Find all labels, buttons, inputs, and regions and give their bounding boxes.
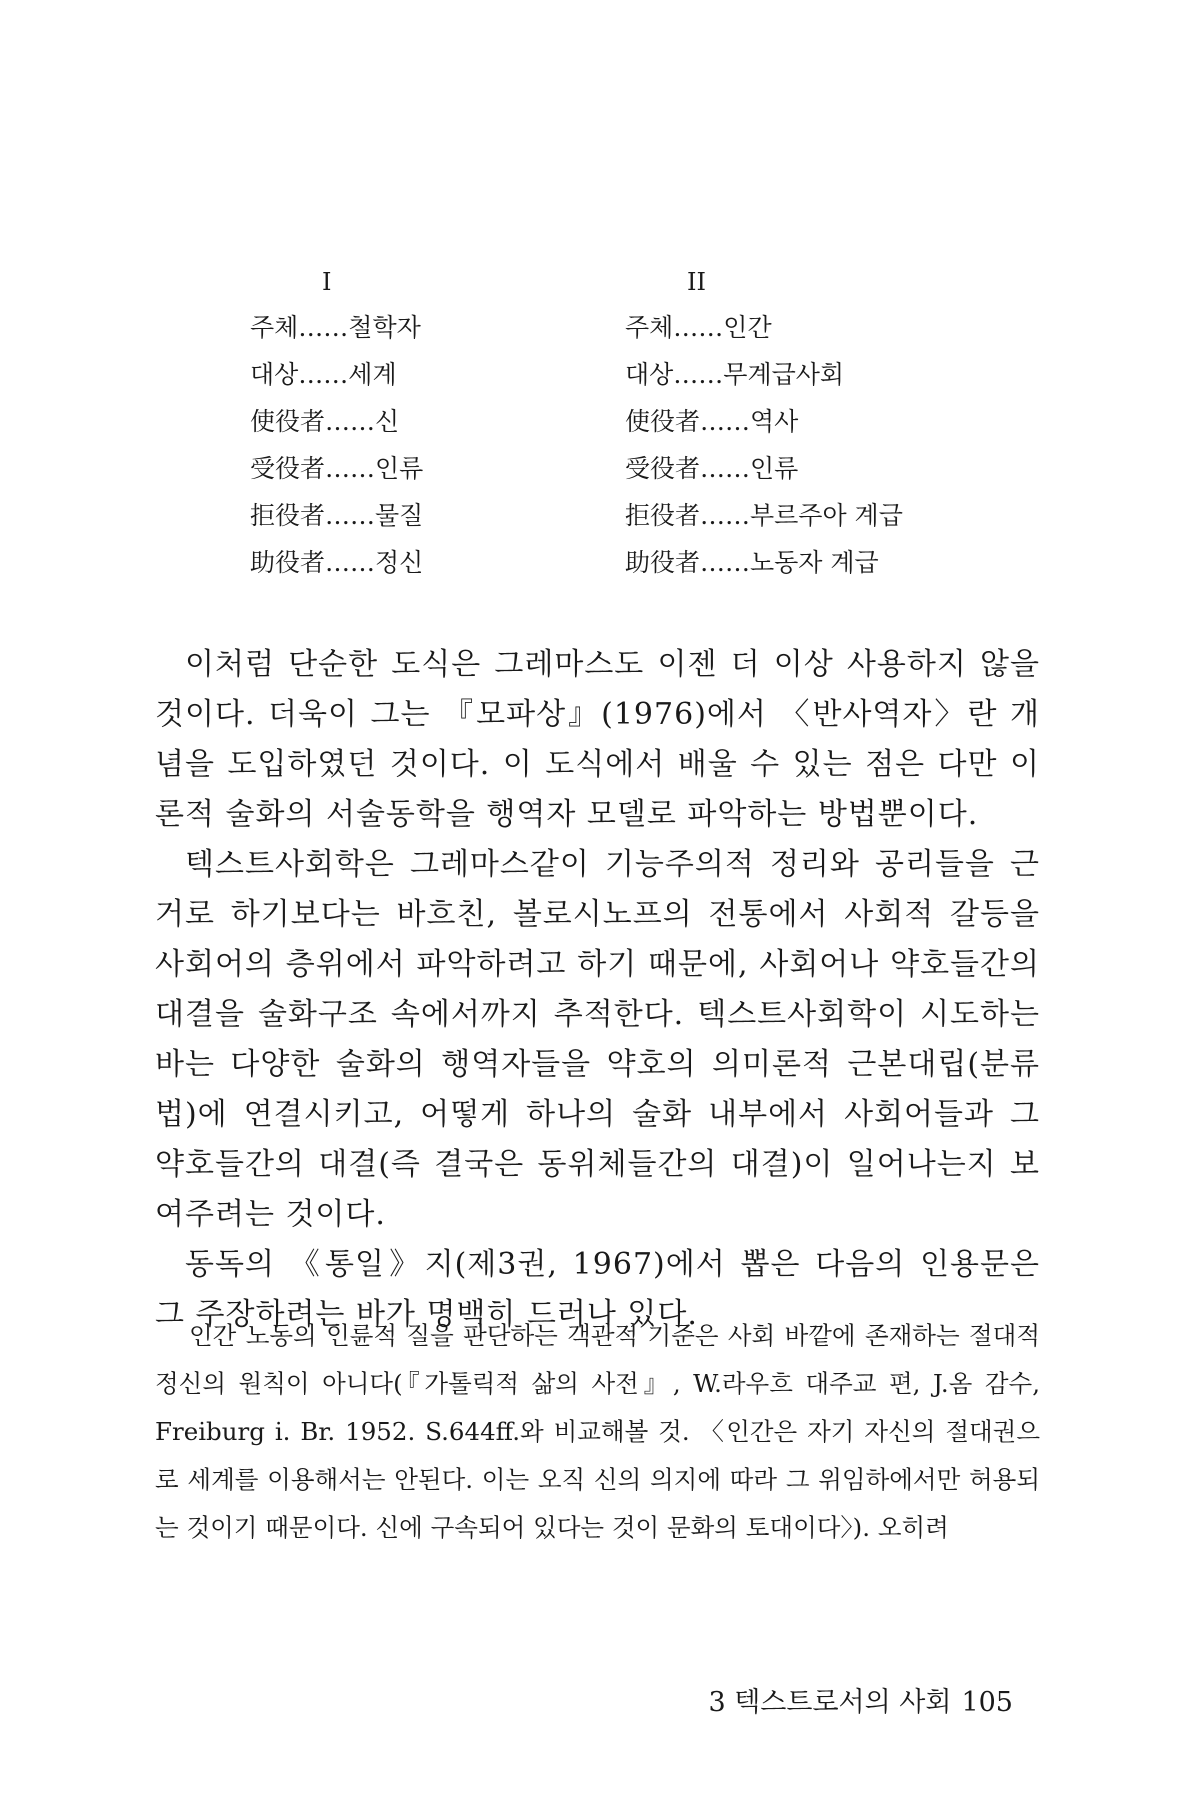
schema-row: 대상……무계급사회 <box>625 360 845 389</box>
block-quote <box>155 1312 1040 1552</box>
schema-row: 대상……세계 <box>250 360 397 389</box>
schema-row: 주체……철학자 <box>250 313 421 342</box>
column-heading: II <box>687 268 706 296</box>
schema-row: 拒役者……물질 <box>250 501 424 530</box>
schema-row: 使役者……신 <box>250 407 400 436</box>
paragraph: 동독의 《통일》지(제3권, 1967)에서 뽑은 다음의 인용문은 그 주장하려는 바가 명백히 드러나 있다. <box>155 1247 1040 1332</box>
schema-row: 주체……인간 <box>625 313 772 342</box>
paragraph: 텍스트사회학은 그레마스같이 기능주의적 정리와 공리들을 근거로 하기보다는 바흐친, 볼로시노프의 전통에서 사회적 갈등을 사회어의 층위에서 파악하려고 하기 때문에, 사회어나 약호들간의 대결을 술화구조 속에서까지 추적한다. 텍스트사회학이 시도하는 바는 다양한 술화의 행역자들을 약호의 의미론적 근본대립(분류법)에 연결시키고, 어떻게 하나의 술화 내부에서 사회어들과 그 약호들간의 대결(즉 결국은 동위체들간의 대결)이 일어나는지 보여주려는 것이다. <box>155 847 1040 1232</box>
quote-text: 인간 노동의 인륜적 질을 판단하는 객관적 기준은 사회 바깥에 존재하는 절대적 정신의 원칙이 아니다(『가톨릭적 삶의 사전』, W.라우흐 대주교 편, J.옴 감수, Freiburg i. Br. 1952. S.644ff.와 비교해볼 것. 〈인간은 자기 자신의 절대권으로 세계를 이용해서는 안된다. 이는 오직 신의 의지에 따라 그 위임하에서만 허용되는 것이기 때문이다. 신에 구속되어 있다는 것이 문화의 토대이다〉). 오히려 <box>155 1321 1040 1542</box>
schema-column-2 <box>625 268 903 586</box>
running-chapter-title: 3 텍스트로서의 사회 <box>708 1687 952 1718</box>
schema-row: 受役者……인류 <box>625 454 799 483</box>
schema-row: 受役者……인류 <box>250 454 424 483</box>
schema-row: 拒役者……부르주아 계급 <box>625 501 903 530</box>
column-heading: I <box>322 268 332 296</box>
body-text <box>155 640 1040 1340</box>
schema-row: 使役者……역사 <box>625 407 799 436</box>
schema-row: 助役者……노동자 계급 <box>625 548 879 577</box>
paragraph: 이처럼 단순한 도식은 그레마스도 이젠 더 이상 사용하지 않을 것이다. 더욱이 그는 『모파상』(1976)에서 〈반사역자〉란 개념을 도입하였던 것이다. 이 도식에서 배울 수 있는 점은 다만 이론적 술화의 서술동학을 행역자 모델로 파악하는 방법뿐이다. <box>155 647 1040 832</box>
page-footer <box>708 1680 1013 1719</box>
schema-row: 助役者……정신 <box>250 548 424 577</box>
schema-column-1 <box>250 268 423 586</box>
page-number: 105 <box>961 1687 1013 1718</box>
